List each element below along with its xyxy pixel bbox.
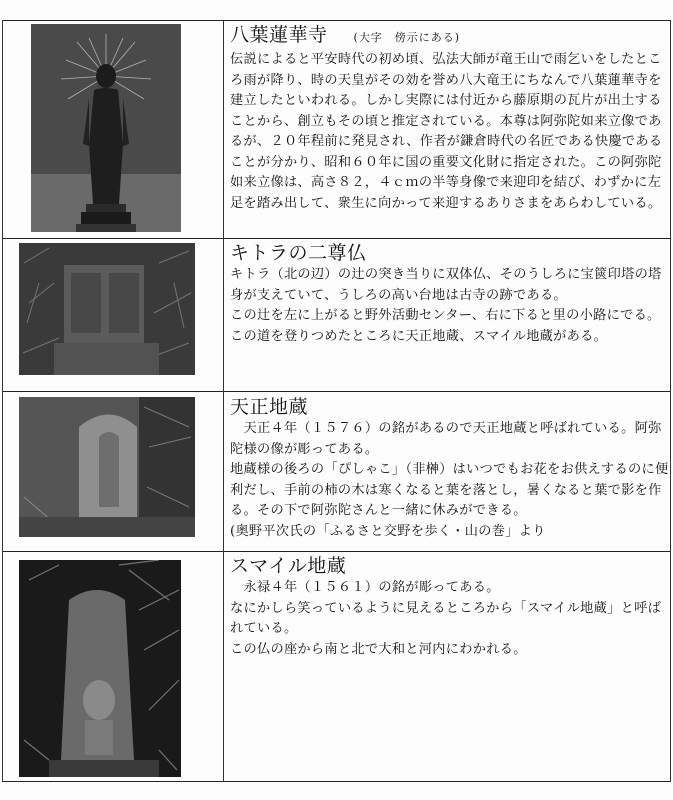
- entry-body: 伝説によると平安時代の初め頃、弘法大師が竜王山で雨乞いをしたところ雨が降り、時の天皇がその効を誉め八大竜王にちなんで八葉蓮華寺を建立したといわれる。しかし実際には付近から藤原期の瓦片が出土することから、創立もその頃と推定されている。本尊は阿弥陀如来立像であるが、２０年程前に発見され、作者が鎌倉時代の名匠である快慶であることが分かり、昭和６０年に国の重要文化財に指定された。この阿弥陀如来立像は、高さ８２，４ｃｍの半等身像で来迎印を結び、わずかに左足を踏み出して、衆生に向かって来迎するありさまをあらわしている。: [230, 52, 663, 211]
- entry-title: 天正地蔵: [230, 396, 309, 418]
- entry-body: 地蔵様の後ろの「ぴしゃこ」（非榊）はいつでもお花をお供えするのに便利だし、手前の柿の木は寒くなると葉を落とし，暑くなると葉で影を作る。その下で阿弥陀さんと一緒に休みができる。: [230, 462, 669, 518]
- entry-body: 永禄４年（１５６１）の銘が彫ってある。: [230, 580, 500, 595]
- table-border-bottom: [2, 781, 670, 782]
- twin-buddha-photo: [19, 243, 195, 375]
- table-border-top: [2, 20, 670, 21]
- entry-title: キトラの二尊仏: [230, 242, 367, 264]
- entry-title: スマイル地蔵: [230, 555, 347, 577]
- entry-smile-jizo: [230, 555, 670, 660]
- table-divider: [2, 391, 670, 392]
- table-divider: [2, 238, 670, 239]
- entry-location-note: (大字 傍示にある): [353, 31, 461, 44]
- entry-tensho-jizo: [230, 396, 670, 542]
- entry-body: この仏の座から南と北で大和と河内にわかれる。: [230, 641, 527, 657]
- table-border-right: [670, 20, 671, 782]
- entry-body: なにかしら笑っているように見えるところから「スマイル地蔵」と呼ばれている。: [230, 600, 662, 636]
- table-border-left: [2, 20, 3, 782]
- entry-source: (奥野平次氏の「ふるさと交野を歩く・山の巻」より: [230, 523, 546, 539]
- column-divider: [223, 20, 224, 782]
- tensho-jizo-photo: [19, 397, 195, 537]
- entry-kitora-nison-butsu: [230, 242, 670, 347]
- entry-body: キトラ（北の辺）の辻の突き当りに双体仏、そのうしろに宝篋印塔の塔身が支えていて、うしろの高い台地は古寺の跡である。: [230, 267, 662, 303]
- amida-statue-photo: [31, 24, 181, 232]
- entry-happa-renge-ji: [230, 24, 670, 214]
- entry-title: 八葉蓮華寺 (大字 傍示にある): [230, 24, 461, 46]
- entry-body: 天正４年（１５７６）の銘があるので天正地蔵と呼ばれている。阿弥陀様の像が彫ってある。: [230, 421, 662, 457]
- table-divider: [2, 551, 670, 552]
- smile-jizo-photo: [19, 560, 181, 777]
- entry-body: この辻を左に上がると野外活動センター、右に下ると里の小路にでる。この道を登りつめたところに天正地蔵、スマイル地蔵がある。: [230, 308, 661, 344]
